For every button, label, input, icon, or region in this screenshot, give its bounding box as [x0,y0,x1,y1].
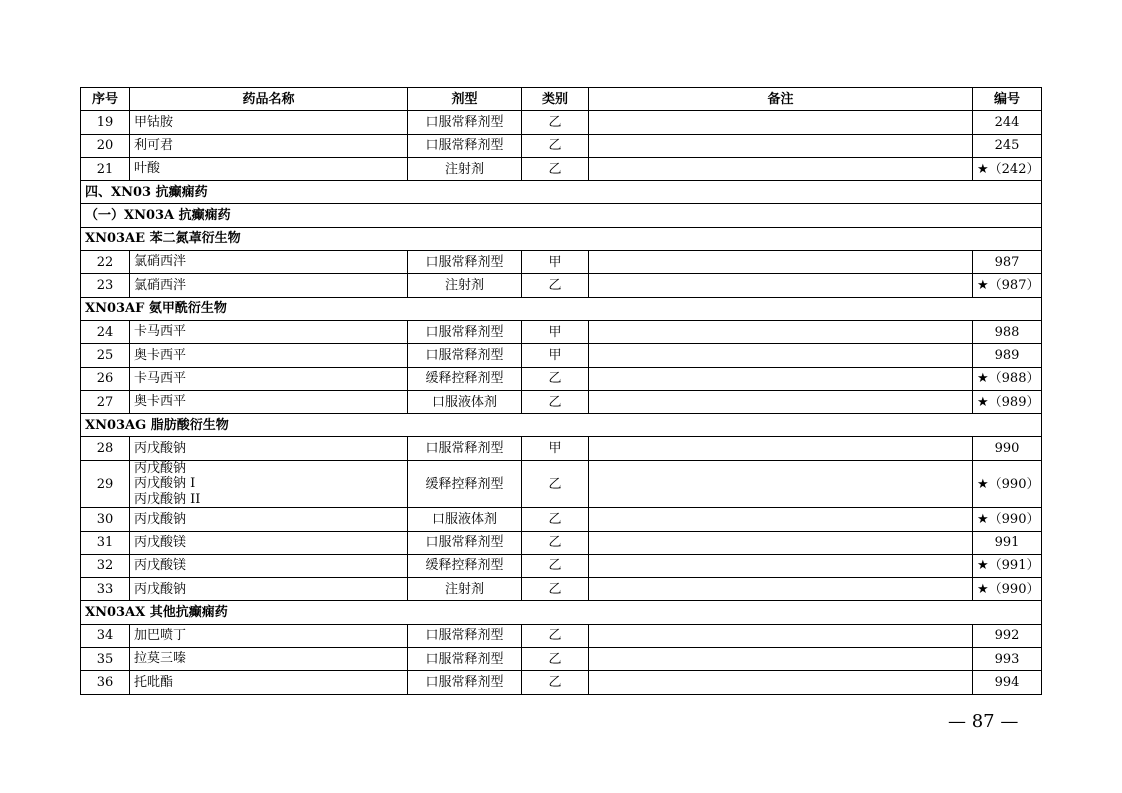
table-row [81,531,1042,554]
table-row [81,554,1042,577]
table-row [81,320,1042,343]
cell-code: ★（990） [973,460,1042,508]
cell-seq: 26 [81,367,130,390]
cell-name [130,531,408,554]
drug-name: 卡马西平 [134,370,187,386]
cell-name [130,578,408,601]
cell-name [130,460,408,508]
cell-name [130,367,408,390]
header-seq: 序号 [81,88,130,111]
cell-seq: 27 [81,390,130,413]
table-row [81,437,1042,460]
cell-category: 甲 [522,344,589,367]
section-title: XN03AF 氨甲酰衍生物 [81,297,1042,320]
drug-name: 加巴喷丁 [134,628,187,644]
cell-category: 乙 [522,460,589,508]
drug-name: 卡马西平 [134,324,187,340]
cell-form: 口服常释剂型 [408,344,522,367]
cell-code: 992 [973,624,1042,647]
table-row [81,508,1042,531]
section-row [81,227,1042,250]
cell-form: 口服常释剂型 [408,320,522,343]
table-row [81,344,1042,367]
cell-seq: 29 [81,460,130,508]
cell-name [130,554,408,577]
header-note: 备注 [589,88,973,111]
section-row [81,297,1042,320]
cell-seq: 32 [81,554,130,577]
cell-note [589,157,973,180]
cell-code: ★（242） [973,157,1042,180]
cell-form: 口服常释剂型 [408,251,522,274]
cell-code: 987 [973,251,1042,274]
table-row [81,460,1042,508]
cell-category: 乙 [522,111,589,134]
section-title: 四、XN03 抗癫痫药 [81,181,1042,204]
table-row [81,390,1042,413]
drug-name: 丙戊酸钠 II [134,491,201,507]
cell-name [130,437,408,460]
section-title: XN03AE 苯二氮䓬衍生物 [81,227,1042,250]
section-title: XN03AG 脂肪酸衍生物 [81,414,1042,437]
cell-name [130,624,408,647]
table-row [81,648,1042,671]
cell-seq: 23 [81,274,130,297]
drug-table [80,87,1042,695]
cell-category: 乙 [522,134,589,157]
cell-note [589,554,973,577]
header-form: 剂型 [408,88,522,111]
cell-form: 注射剂 [408,274,522,297]
cell-note [589,508,973,531]
cell-code: 991 [973,531,1042,554]
cell-form: 注射剂 [408,157,522,180]
cell-name [130,344,408,367]
cell-category: 乙 [522,624,589,647]
cell-form: 口服常释剂型 [408,671,522,694]
cell-code: ★（990） [973,508,1042,531]
table-row [81,624,1042,647]
cell-note [589,578,973,601]
section-row [81,204,1042,227]
drug-name: 丙戊酸镁 [134,534,187,550]
cell-note [589,437,973,460]
cell-category: 乙 [522,274,589,297]
table-row [81,274,1042,297]
drug-name: 丙戊酸钠 [134,511,187,527]
drug-name: 利可君 [134,137,174,153]
cell-category: 甲 [522,437,589,460]
cell-seq: 31 [81,531,130,554]
table-row [81,367,1042,390]
cell-note [589,624,973,647]
cell-name [130,251,408,274]
drug-name: 奥卡西平 [134,347,187,363]
section-row [81,414,1042,437]
cell-form: 缓释控释剂型 [408,460,522,508]
cell-seq: 28 [81,437,130,460]
cell-note [589,274,973,297]
cell-seq: 19 [81,111,130,134]
cell-code: ★（991） [973,554,1042,577]
cell-name [130,390,408,413]
cell-note [589,320,973,343]
cell-note [589,367,973,390]
cell-category: 乙 [522,578,589,601]
cell-form: 口服液体剂 [408,390,522,413]
cell-category: 甲 [522,320,589,343]
table-row [81,111,1042,134]
cell-category: 乙 [522,157,589,180]
cell-code: ★（990） [973,578,1042,601]
cell-seq: 35 [81,648,130,671]
table-body [81,111,1042,694]
cell-name [130,157,408,180]
cell-category: 乙 [522,390,589,413]
table-row [81,671,1042,694]
drug-name: 甲钴胺 [134,114,174,130]
section-title: （一）XN03A 抗癫痫药 [81,204,1042,227]
cell-name [130,320,408,343]
drug-name: 丙戊酸钠 [134,440,187,456]
cell-form: 口服液体剂 [408,508,522,531]
cell-seq: 25 [81,344,130,367]
header-name: 药品名称 [130,88,408,111]
cell-seq: 34 [81,624,130,647]
table-row [81,157,1042,180]
drug-name: 叶酸 [134,161,161,177]
header-code: 编号 [973,88,1042,111]
header-category: 类别 [522,88,589,111]
cell-seq: 30 [81,508,130,531]
cell-category: 乙 [522,554,589,577]
cell-seq: 22 [81,251,130,274]
cell-category: 乙 [522,367,589,390]
cell-category: 乙 [522,648,589,671]
cell-seq: 24 [81,320,130,343]
drug-name: 拉莫三嗪 [134,651,187,667]
cell-name [130,648,408,671]
cell-code: 990 [973,437,1042,460]
cell-code: 989 [973,344,1042,367]
cell-form: 口服常释剂型 [408,624,522,647]
drug-name: 氯硝西泮 [134,254,187,270]
cell-code: ★（987） [973,274,1042,297]
drug-name: 氯硝西泮 [134,277,187,293]
cell-seq: 33 [81,578,130,601]
cell-seq: 20 [81,134,130,157]
cell-form: 口服常释剂型 [408,648,522,671]
cell-note [589,460,973,508]
table-row [81,134,1042,157]
cell-note [589,134,973,157]
section-row [81,601,1042,624]
cell-code: 244 [973,111,1042,134]
cell-note [589,111,973,134]
page-number: — 87 — [948,711,1019,732]
cell-code: ★（988） [973,367,1042,390]
table-header-row [81,88,1042,111]
cell-category: 乙 [522,531,589,554]
drug-name: 丙戊酸钠 [134,581,187,597]
drug-name: 托吡酯 [134,674,174,690]
cell-category: 乙 [522,671,589,694]
cell-seq: 21 [81,157,130,180]
cell-code: 993 [973,648,1042,671]
cell-note [589,390,973,413]
cell-code: ★（989） [973,390,1042,413]
cell-seq: 36 [81,671,130,694]
cell-form: 缓释控释剂型 [408,554,522,577]
drug-name: 丙戊酸钠 [134,460,187,476]
cell-code: 245 [973,134,1042,157]
cell-name [130,671,408,694]
cell-name [130,508,408,531]
cell-note [589,344,973,367]
cell-code: 994 [973,671,1042,694]
cell-note [589,671,973,694]
section-title: XN03AX 其他抗癫痫药 [81,601,1042,624]
cell-name [130,111,408,134]
drug-name: 丙戊酸钠 I [134,476,196,492]
drug-name: 丙戊酸镁 [134,558,187,574]
cell-note [589,648,973,671]
cell-form: 口服常释剂型 [408,437,522,460]
section-row [81,181,1042,204]
cell-form: 口服常释剂型 [408,531,522,554]
cell-name [130,274,408,297]
cell-form: 缓释控释剂型 [408,367,522,390]
cell-category: 乙 [522,508,589,531]
cell-note [589,251,973,274]
cell-category: 甲 [522,251,589,274]
cell-code: 988 [973,320,1042,343]
drug-name: 奥卡西平 [134,394,187,410]
cell-note [589,531,973,554]
table-row [81,251,1042,274]
cell-form: 注射剂 [408,578,522,601]
cell-form: 口服常释剂型 [408,134,522,157]
table-row [81,578,1042,601]
cell-name [130,134,408,157]
cell-form: 口服常释剂型 [408,111,522,134]
